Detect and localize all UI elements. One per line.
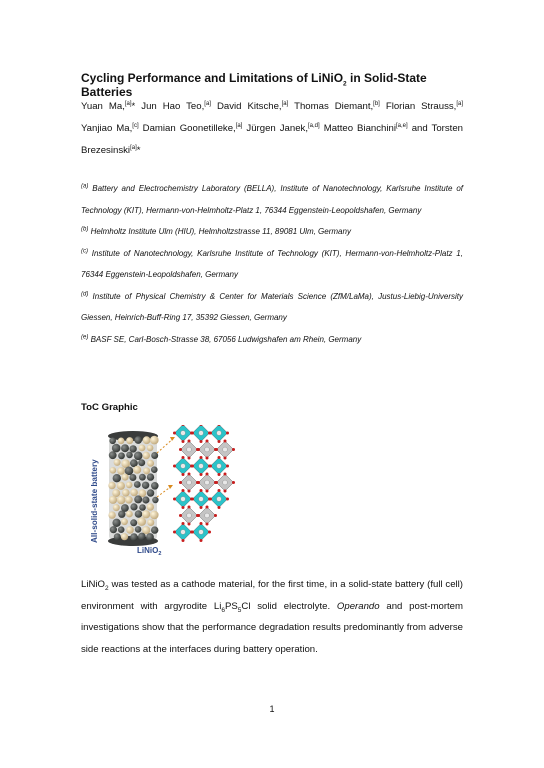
oxygen-atom [200,489,203,492]
particle [122,489,130,497]
particle [118,452,125,459]
author: Matteo Bianchini[a,e] and [323,122,432,134]
author: Torsten Brezesinski[a]* [81,123,464,156]
toc-abstract: LiNiO$_2$ was tested as a cathode material, for the first time, in a solid-state battery (full cell) environment with argyrodite $Li_6PS_5Cl$ solid electrolyte. Operando and post-mortem investigations show that the performance degradation results predominantly from adverse side reactions at the interfaces during battery operation. [81,579,464,655]
oxygen-atom [215,481,218,484]
oxygen-atom [188,473,191,476]
particle [134,436,142,444]
oxygen-atom [179,514,182,517]
author: Yanjiao Ma,[c] [81,122,139,134]
particle [142,510,150,518]
oxygen-atom [226,498,229,501]
author: Thomas Diemant,[b] [294,100,380,112]
oxygen-atom [182,440,185,443]
oxygen-atom [232,481,235,484]
affiliation: $^{(a)}$ Battery and Electrochemistry Laboratory (BELLA), Institute of Nanotechnology, Karlsruhe Institute of Technology (KIT), Hermann-von-Helmholtz-Platz 1, 76344 Eggenstein-Leopoldshafen, Germany [81,183,463,215]
particle [130,519,137,526]
oxygen-atom [224,440,227,443]
oxygen-atom [179,448,182,451]
particle [126,526,134,534]
oxygen-atom [206,506,209,509]
particle [118,511,125,518]
particle [138,459,145,466]
oxygen-atom [188,457,191,460]
metal-atom [187,447,192,452]
particle [137,517,146,526]
author: Jürgen Janek,[a,d] [246,122,320,134]
particle [133,466,141,474]
oxygen-atom [218,506,221,509]
metal-atom [199,497,204,502]
particle [135,526,142,533]
oxygen-atom [191,465,194,468]
particle [142,496,149,503]
oxygen-atom [188,523,191,526]
page-number: 1 [269,704,275,714]
metal-atom [187,513,192,518]
oxygen-atom [197,514,200,517]
oxygen-atom [188,506,191,509]
oxygen-atom [232,448,235,451]
particle [126,437,133,444]
oxygen-atom [188,440,191,443]
battery-side-label: All-solid-state battery [90,459,99,543]
metal-atom [217,464,222,469]
particle [109,451,117,459]
affiliation: $^{(d)}$ Institute of Physical Chemistry & Center for Materials Science (ZfM/LaMa), Justus-Liebig-University Giessen, Heinrich-Buff-Ring 17, 35392 Giessen, Germany [81,290,464,322]
oxygen-atom [209,498,212,501]
arrow-head-bottom [168,485,173,489]
particle [151,526,158,533]
oxygen-atom [208,531,211,534]
particle [118,526,125,533]
particle [143,467,150,474]
particle [117,467,125,475]
oxygen-atom [206,523,209,526]
oxygen-atom [200,539,203,542]
oxygen-atom [179,481,182,484]
particle [134,495,142,503]
oxygen-atom [218,456,221,459]
crystal-structure [173,425,235,542]
oxygen-atom [191,531,194,534]
metal-atom [217,497,222,502]
oxygen-atom [182,489,185,492]
particle [146,533,154,541]
oxygen-atom [188,490,191,493]
metal-atom [181,464,186,469]
author-list [81,96,463,162]
oxygen-atom [209,432,212,435]
oxygen-atom [191,432,194,435]
particle [152,497,158,503]
oxygen-atom [218,489,221,492]
particle [143,436,151,444]
particle [122,474,129,481]
arrow-head-top [170,437,175,441]
author: Damian Goonetilleke,[a] [142,122,243,134]
oxygen-atom [206,457,209,460]
particle [117,482,125,490]
oxygen-atom [200,440,203,443]
oxygen-atom [226,465,229,468]
metal-atom [217,431,222,436]
particle [147,503,154,510]
particle [139,504,146,511]
battery-cylinder [108,431,159,546]
toc-heading: ToC Graphic [81,402,138,413]
affiliation: $^{(c)}$ Institute of Nanotechnology, Karlsruhe Institute of Technology (KIT), Hermann-von-Helmholtz-Platz 1, 76344 Eggenstein-Leopoldshafen, Germany [81,247,463,279]
particle [126,482,133,489]
author: Florian Strauss,[a] [385,100,464,112]
oxygen-atom [224,457,227,460]
affiliation: $^{(e)}$ BASF SE, Carl-Bosch-Strasse 38, 67056 Ludwigshafen am Rhein, Germany [81,333,362,344]
oxygen-atom [182,456,185,459]
oxygen-atom [173,531,176,534]
particle [150,511,159,520]
particle [110,526,117,533]
oxygen-atom [200,522,203,525]
oxygen-atom [182,506,185,509]
metal-atom [199,431,204,436]
particle [108,511,115,518]
author: Jun Hao Teo,[a] [141,100,211,112]
particle [108,482,115,489]
oxygen-atom [218,440,221,443]
particle [129,445,136,452]
particle [109,438,116,445]
oxygen-atom [226,432,229,435]
particle [129,474,136,481]
toc-figure [83,425,243,561]
particle [121,444,129,452]
metal-atom [223,480,228,485]
particle [147,489,154,496]
particle [121,518,128,525]
particle [130,503,137,510]
metal-atom [205,513,210,518]
affiliation: $^{(b)}$ Helmholtz Institute Ulm (HIU), Helmholtzstrasse 11, 89081 Ulm, Germany [81,226,351,236]
oxygen-atom [218,473,221,476]
oxygen-atom [173,432,176,435]
particle [130,533,138,541]
oxygen-atom [197,481,200,484]
particle [125,496,133,504]
metal-atom [187,480,192,485]
particle [110,467,117,474]
metal-atom [223,447,228,452]
particle [151,466,158,473]
metal-atom [181,431,186,436]
particle [147,445,154,452]
oxygen-atom [191,498,194,501]
material-label: LiNiO$_2$ [137,546,162,557]
oxygen-atom [206,473,209,476]
particle [134,452,143,461]
particle [147,460,154,467]
oxygen-atom [173,465,176,468]
oxygen-atom [209,465,212,468]
particle [151,482,159,490]
metal-atom [205,447,210,452]
oxygen-atom [200,506,203,509]
oxygen-atom [206,490,209,493]
oxygen-atom [214,514,217,517]
particle [135,510,143,518]
author: Yuan Ma,[a]* [81,100,142,112]
oxygen-atom [206,440,209,443]
particle [113,504,120,511]
particle [117,496,126,505]
particle [139,445,146,452]
particle [121,533,128,540]
oxygen-atom [182,539,185,542]
zoom-arrows [157,437,175,497]
affiliation-list [81,178,463,350]
oxygen-atom [224,490,227,493]
author: David Kitsche,[a] [216,100,289,112]
particle [114,459,121,466]
metal-atom [205,480,210,485]
oxygen-atom [224,473,227,476]
particle [113,474,121,482]
oxygen-atom [200,456,203,459]
particle [112,444,121,453]
oxygen-atom [182,473,185,476]
particle [147,473,154,480]
oxygen-atom [200,473,203,476]
oxygen-atom [215,448,218,451]
particle [142,482,149,489]
particle [139,474,146,481]
particle [138,533,146,541]
particle [134,481,141,488]
particle [143,452,150,459]
metal-atom [199,530,204,535]
oxygen-atom [197,448,200,451]
oxygen-atom [182,522,185,525]
particle [112,519,120,527]
oxygen-atom [173,498,176,501]
metal-atom [181,497,186,502]
particle [150,436,159,445]
particle [147,519,154,526]
particle [109,496,117,504]
metal-atom [181,530,186,535]
particle [118,438,125,445]
particle [130,489,138,497]
particle [126,452,133,459]
particle [114,533,121,540]
particle [126,511,133,518]
paper-title: Cycling Performance and Limitations of LiNiO$_2$ in Solid-State Batteries [81,71,427,99]
metal-atom [199,464,204,469]
